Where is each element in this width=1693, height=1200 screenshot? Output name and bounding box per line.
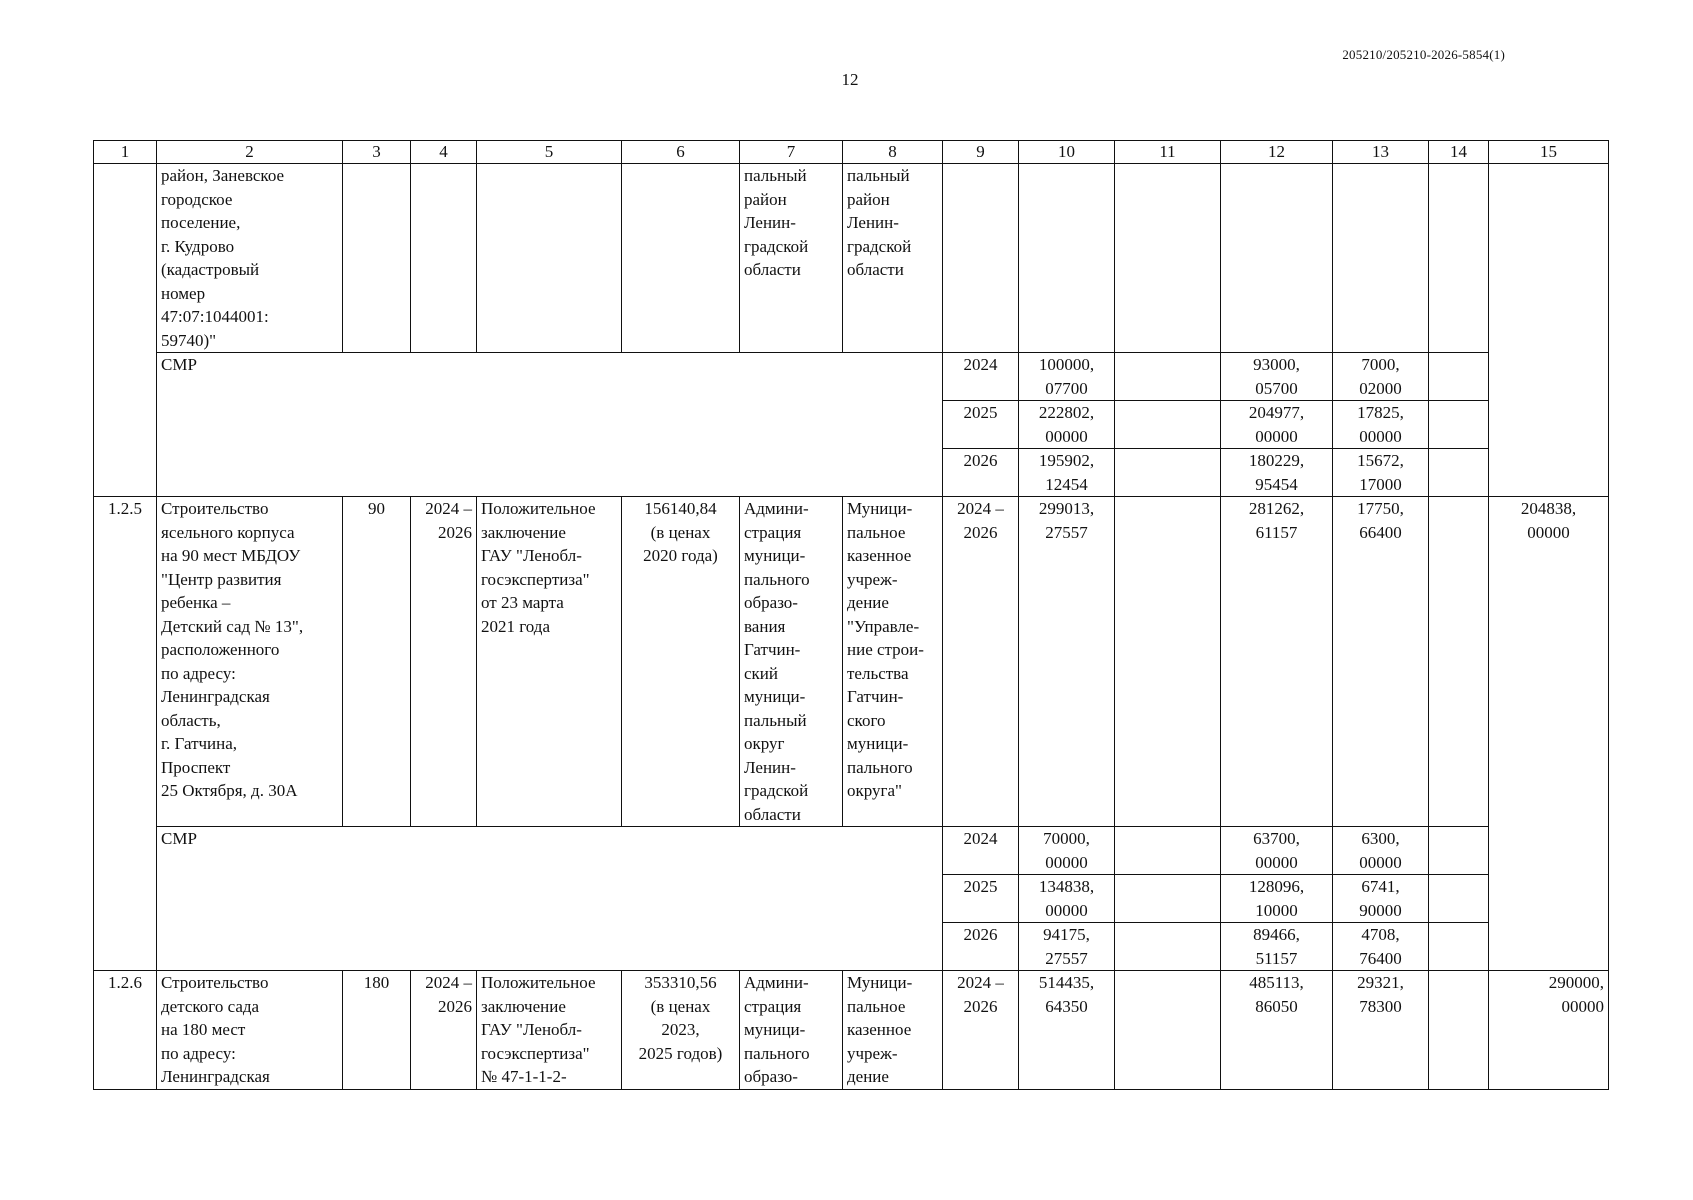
cell-total: 70000, 00000 <box>1019 827 1115 875</box>
cell-regional: 93000, 05700 <box>1221 353 1333 401</box>
cell-empty <box>1115 497 1221 827</box>
col-header-6: 6 <box>622 141 740 164</box>
cell-empty <box>477 164 622 353</box>
cell-capacity: 90 <box>343 497 411 827</box>
cell-regional: 89466, 51157 <box>1221 923 1333 971</box>
cell-empty <box>1115 923 1221 971</box>
cell-empty <box>1429 164 1489 353</box>
table-row <box>94 497 1609 827</box>
cell-smr-label: СМР <box>157 353 943 497</box>
cell-empty <box>1115 827 1221 875</box>
table-row <box>94 971 1609 1090</box>
document-id: 205210/205210-2026-5854(1) <box>1342 47 1505 62</box>
cell-local: 17750, 66400 <box>1333 497 1429 827</box>
cell-empty <box>622 164 740 353</box>
cell-empty <box>411 164 477 353</box>
cell-local: 7000, 02000 <box>1333 353 1429 401</box>
cell-item-number: 1.2.5 <box>94 497 157 971</box>
cell-empty <box>1115 449 1221 497</box>
cell-total: 94175, 27557 <box>1019 923 1115 971</box>
cell-empty <box>1221 164 1333 353</box>
cell-local: 4708, 76400 <box>1333 923 1429 971</box>
col-header-4: 4 <box>411 141 477 164</box>
cell-empty <box>1115 353 1221 401</box>
cell-regional: 485113, 86050 <box>1221 971 1333 1090</box>
cell-empty <box>1429 497 1489 827</box>
cell-expertise: Положительное заключение ГАУ "Ленобл- госэкспертиза" № 47-1-1-2- <box>477 971 622 1090</box>
cell-customer: пальный район Ленин- градской области <box>740 164 843 353</box>
cell-developer: Муници- пальное казенное учреж- дение "Управле- ние строи- тельства Гатчин- ского муници- пального округа" <box>843 497 943 827</box>
cell-limit: 204838, 00000 <box>1489 497 1609 971</box>
col-header-12: 12 <box>1221 141 1333 164</box>
cell-empty <box>1019 164 1115 353</box>
cell-empty <box>1115 401 1221 449</box>
cell-year: 2024 – 2026 <box>943 971 1019 1090</box>
cell-customer: Админи- страция муници- пального образо- <box>740 971 843 1090</box>
table-row <box>94 827 1609 875</box>
cell-local: 17825, 00000 <box>1333 401 1429 449</box>
cell-developer: пальный район Ленин- градской области <box>843 164 943 353</box>
cell-empty <box>1115 875 1221 923</box>
cell-object-name: район, Заневское городское поселение, г. Кудрово (кадастровый номер 47:07:1044001: 59740)" <box>157 164 343 353</box>
cell-regional: 128096, 10000 <box>1221 875 1333 923</box>
table-row <box>94 353 1609 401</box>
cell-capacity: 180 <box>343 971 411 1090</box>
cell-local: 6741, 90000 <box>1333 875 1429 923</box>
cell-empty <box>343 164 411 353</box>
cell-expertise: Положительное заключение ГАУ "Ленобл- госэкспертиза" от 23 марта 2021 года <box>477 497 622 827</box>
cell-year: 2024 – 2026 <box>943 497 1019 827</box>
cell-regional: 180229, 95454 <box>1221 449 1333 497</box>
cell-regional: 63700, 00000 <box>1221 827 1333 875</box>
col-header-15: 15 <box>1489 141 1609 164</box>
cell-estimate: 353310,56 (в ценах 2023, 2025 годов) <box>622 971 740 1090</box>
cell-total: 222802, 00000 <box>1019 401 1115 449</box>
col-header-7: 7 <box>740 141 843 164</box>
col-header-1: 1 <box>94 141 157 164</box>
cell-period: 2024 – 2026 <box>411 971 477 1090</box>
cell-total: 100000, 07700 <box>1019 353 1115 401</box>
cell-object-name: Строительство ясельного корпуса на 90 мест МБДОУ "Центр развития ребенка – Детский сад № 13", расположенного по адресу: Ленинградская область, г. Гатчина, Проспект 25 Октября, д. 30А <box>157 497 343 827</box>
cell-empty <box>1333 164 1429 353</box>
cell-local: 15672, 17000 <box>1333 449 1429 497</box>
cell-customer: Админи- страция муници- пального образо- вания Гатчин- ский муници- пальный округ Ленин- градской области <box>740 497 843 827</box>
cell-local: 29321, 78300 <box>1333 971 1429 1090</box>
table-row <box>94 164 1609 353</box>
cell-smr-label: СМР <box>157 827 943 971</box>
col-header-3: 3 <box>343 141 411 164</box>
cell-empty <box>94 164 157 497</box>
cell-empty <box>1429 353 1489 401</box>
cell-empty <box>1429 449 1489 497</box>
column-number-row <box>94 141 1609 164</box>
cell-empty <box>1489 164 1609 497</box>
cell-empty <box>1429 401 1489 449</box>
cell-empty <box>1429 971 1489 1090</box>
cell-year: 2025 <box>943 401 1019 449</box>
program-table <box>93 140 1609 1090</box>
cell-year: 2024 <box>943 827 1019 875</box>
cell-local: 6300, 00000 <box>1333 827 1429 875</box>
cell-year: 2025 <box>943 875 1019 923</box>
col-header-14: 14 <box>1429 141 1489 164</box>
cell-empty <box>1429 923 1489 971</box>
cell-limit: 290000, 00000 <box>1489 971 1609 1090</box>
cell-empty <box>1115 971 1221 1090</box>
page-number: 12 <box>841 70 859 89</box>
cell-regional: 204977, 00000 <box>1221 401 1333 449</box>
cell-empty <box>1429 875 1489 923</box>
col-header-11: 11 <box>1115 141 1221 164</box>
cell-empty <box>1429 827 1489 875</box>
cell-developer: Муници- пальное казенное учреж- дение <box>843 971 943 1090</box>
cell-year: 2026 <box>943 449 1019 497</box>
col-header-10: 10 <box>1019 141 1115 164</box>
cell-empty <box>1115 164 1221 353</box>
cell-total: 514435, 64350 <box>1019 971 1115 1090</box>
col-header-2: 2 <box>157 141 343 164</box>
cell-object-name: Строительство детского сада на 180 мест по адресу: Ленинградская <box>157 971 343 1090</box>
cell-estimate: 156140,84 (в ценах 2020 года) <box>622 497 740 827</box>
col-header-8: 8 <box>843 141 943 164</box>
cell-period: 2024 – 2026 <box>411 497 477 827</box>
cell-regional: 281262, 61157 <box>1221 497 1333 827</box>
cell-total: 134838, 00000 <box>1019 875 1115 923</box>
cell-total: 195902, 12454 <box>1019 449 1115 497</box>
col-header-13: 13 <box>1333 141 1429 164</box>
col-header-9: 9 <box>943 141 1019 164</box>
cell-item-number: 1.2.6 <box>94 971 157 1090</box>
cell-year: 2024 <box>943 353 1019 401</box>
cell-total: 299013, 27557 <box>1019 497 1115 827</box>
cell-empty <box>943 164 1019 353</box>
col-header-5: 5 <box>477 141 622 164</box>
cell-year: 2026 <box>943 923 1019 971</box>
